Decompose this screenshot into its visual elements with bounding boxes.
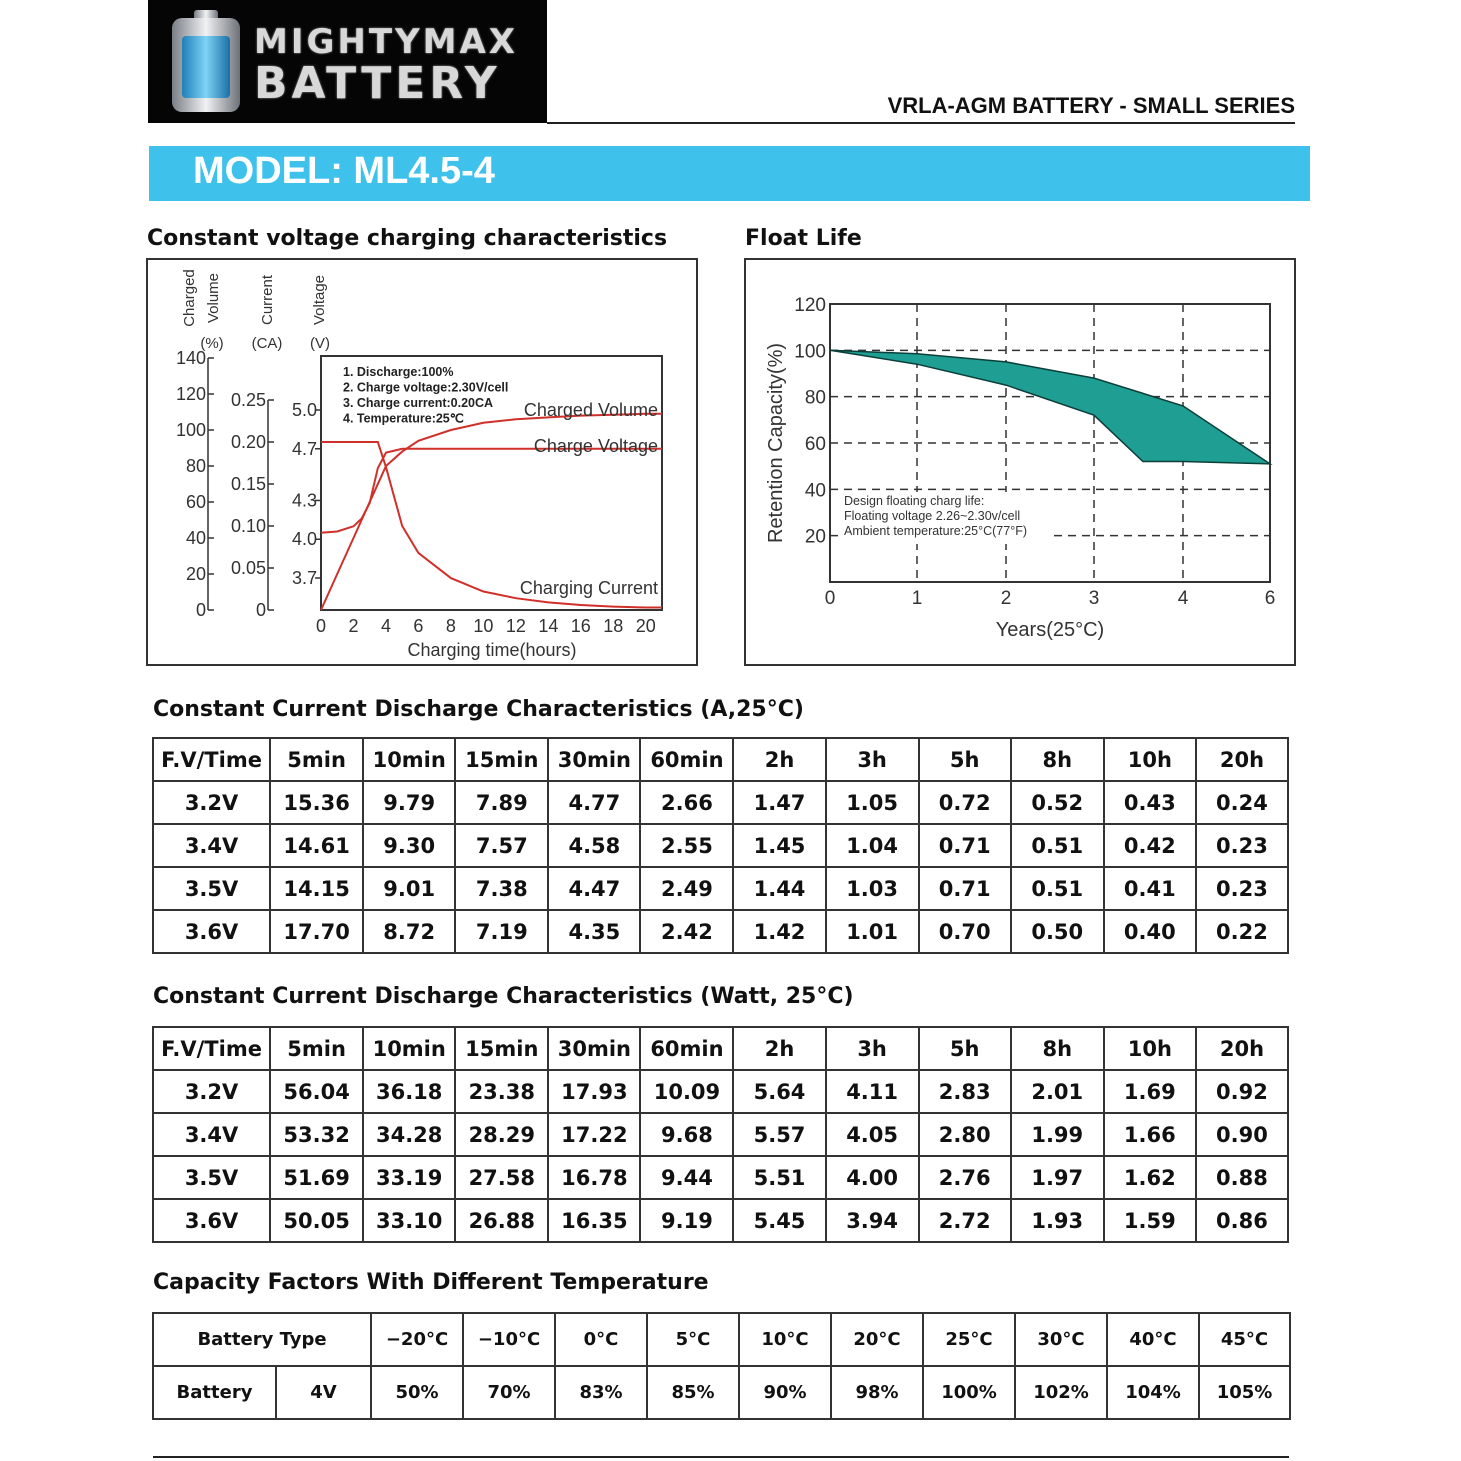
value-cell: 2.55	[640, 824, 733, 867]
battery-voltage-cell: 4V	[276, 1366, 371, 1419]
value-cell: 1.05	[826, 781, 919, 824]
capacity-factor-cell: 85%	[647, 1366, 739, 1419]
value-cell: 0.90	[1196, 1113, 1288, 1156]
header-cell: 10h	[1104, 1027, 1196, 1070]
value-cell: 0.24	[1196, 781, 1288, 824]
value-cell: 5.57	[733, 1113, 825, 1156]
value-cell: 0.88	[1196, 1156, 1288, 1199]
current-tick-label: 0	[255, 600, 266, 620]
value-cell: 27.58	[455, 1156, 548, 1199]
value-cell: 0.92	[1196, 1070, 1288, 1113]
value-cell: 16.35	[548, 1199, 640, 1242]
value-cell: 2.72	[919, 1199, 1011, 1242]
x-tick-label: 2	[348, 616, 359, 636]
current-tick-label: 0.25	[230, 390, 266, 410]
value-cell: 9.79	[363, 781, 455, 824]
volume-tick-label: 120	[175, 384, 206, 404]
value-cell: 50.05	[270, 1199, 363, 1242]
capacity-factor-cell: 98%	[831, 1366, 923, 1419]
axis-unit-ca: (CA)	[251, 335, 283, 352]
value-cell: 1.04	[826, 824, 919, 867]
value-cell: 0.42	[1104, 824, 1196, 867]
capacity-factor-cell: 100%	[923, 1366, 1015, 1419]
capacity-factor-cell: 105%	[1199, 1366, 1290, 1419]
capacity-header-row	[153, 1313, 1290, 1366]
float-note: Design floating charg life:	[844, 494, 985, 508]
current-tick-label: 0.20	[230, 432, 266, 452]
value-cell: 0.70	[919, 910, 1011, 953]
float-x-tick-label: 3	[1088, 588, 1100, 609]
capacity-factor-cell: 83%	[555, 1366, 647, 1419]
amp-table-title: Constant Current Discharge Characteristics (A,25°C)	[153, 697, 804, 722]
table-row	[153, 1156, 1288, 1199]
table-row	[153, 867, 1288, 910]
value-cell: 36.18	[363, 1070, 455, 1113]
header-cell: 5h	[919, 1027, 1011, 1070]
x-tick-label: 6	[413, 616, 424, 636]
axis-title-charged: Charged	[181, 269, 198, 327]
brand-line2: BATTERY	[254, 58, 501, 109]
value-cell: 7.57	[455, 824, 548, 867]
float-y-tick-label: 120	[794, 295, 826, 316]
float-x-tick-label: 6	[1264, 588, 1276, 609]
header-cell: 5h	[919, 738, 1011, 781]
x-tick-label: 0	[315, 616, 327, 636]
value-cell: 0.23	[1196, 867, 1288, 910]
value-cell: 2.49	[640, 867, 733, 910]
float-y-axis-label: Retention Capacity(%)	[765, 342, 787, 544]
x-tick-label: 10	[473, 616, 494, 636]
value-cell: 2.83	[919, 1070, 1011, 1113]
header-cell: 2h	[733, 1027, 825, 1070]
value-cell: 1.59	[1104, 1199, 1196, 1242]
value-cell: 1.42	[733, 910, 825, 953]
battery-icon	[168, 8, 244, 116]
axis-title-volume: Volume	[205, 272, 222, 324]
x-tick-label: 16	[570, 616, 591, 636]
row-voltage-cell: 3.4V	[153, 1113, 270, 1156]
value-cell: 9.44	[640, 1156, 733, 1199]
header-rule	[547, 122, 1295, 124]
value-cell: 2.80	[919, 1113, 1011, 1156]
float-note: Ambient temperature:25°C(77°F)	[844, 524, 1027, 538]
value-cell: 2.76	[919, 1156, 1011, 1199]
capacity-factor-cell: 102%	[1015, 1366, 1107, 1419]
temperature-cell: 45°C	[1199, 1313, 1290, 1366]
header-cell: 5min	[270, 1027, 363, 1070]
value-cell: 4.11	[826, 1070, 919, 1113]
float-x-tick-label: 2	[1000, 588, 1012, 609]
value-cell: 0.51	[1011, 824, 1104, 867]
table-header-row	[153, 1027, 1288, 1070]
temperature-cell: 0°C	[555, 1313, 647, 1366]
x-tick-label: 4	[380, 616, 391, 636]
header-cell: 3h	[826, 738, 919, 781]
value-cell: 16.78	[548, 1156, 640, 1199]
float-note: Floating voltage 2.26~2.30v/cell	[844, 509, 1021, 523]
value-cell: 1.01	[826, 910, 919, 953]
header-cell: 15min	[455, 1027, 548, 1070]
value-cell: 2.42	[640, 910, 733, 953]
row-voltage-cell: 3.5V	[153, 1156, 270, 1199]
float-life-chart	[744, 258, 1296, 666]
current-tick-label: 0.05	[230, 558, 266, 578]
table-row	[153, 910, 1288, 953]
table-row	[153, 1070, 1288, 1113]
volume-tick-label: 0	[195, 600, 206, 620]
axis-title-current: Current	[259, 274, 276, 326]
value-cell: 53.32	[270, 1113, 363, 1156]
value-cell: 1.99	[1011, 1113, 1104, 1156]
temperature-cell: 20°C	[831, 1313, 923, 1366]
series-title: VRLA-AGM BATTERY - SMALL SERIES	[887, 93, 1295, 118]
axis-unit-percent: (%)	[200, 335, 224, 352]
value-cell: 33.19	[363, 1156, 455, 1199]
volume-tick-label: 20	[185, 564, 206, 584]
value-cell: 0.71	[919, 867, 1011, 910]
value-cell: 8.72	[363, 910, 455, 953]
capacity-factor-cell: 50%	[371, 1366, 463, 1419]
float-x-tick-label: 0	[824, 588, 836, 609]
temperature-cell: −20°C	[371, 1313, 463, 1366]
value-cell: 5.64	[733, 1070, 825, 1113]
row-voltage-cell: 3.6V	[153, 910, 270, 953]
header-cell: 10min	[363, 738, 455, 781]
value-cell: 14.61	[270, 824, 363, 867]
watt-table-title: Constant Current Discharge Characteristics (Watt, 25°C)	[153, 984, 854, 1009]
value-cell: 0.51	[1011, 867, 1104, 910]
value-cell: 2.66	[640, 781, 733, 824]
x-tick-label: 8	[445, 616, 456, 636]
axis-unit-v: (V)	[310, 335, 330, 352]
volume-tick-label: 80	[185, 456, 206, 476]
value-cell: 15.36	[270, 781, 363, 824]
value-cell: 17.93	[548, 1070, 640, 1113]
volume-tick-label: 100	[175, 420, 206, 440]
value-cell: 10.09	[640, 1070, 733, 1113]
charged-volume-label: Charged Volume	[523, 400, 658, 420]
value-cell: 4.35	[548, 910, 640, 953]
table-row	[153, 1199, 1288, 1242]
header-cell: 15min	[455, 738, 548, 781]
row-voltage-cell: 3.4V	[153, 824, 270, 867]
x-tick-label: 14	[538, 616, 559, 636]
float-x-axis-label: Years(25°C)	[995, 619, 1105, 641]
value-cell: 26.88	[455, 1199, 548, 1242]
row-voltage-cell: 3.5V	[153, 867, 270, 910]
value-cell: 1.97	[1011, 1156, 1104, 1199]
header-cell: 10h	[1104, 738, 1196, 781]
table-row	[153, 824, 1288, 867]
temperature-cell: 30°C	[1015, 1313, 1107, 1366]
battery-type-header: Battery Type	[153, 1313, 371, 1366]
value-cell: 0.72	[919, 781, 1011, 824]
value-cell: 5.51	[733, 1156, 825, 1199]
header-cell: 3h	[826, 1027, 919, 1070]
volume-tick-label: 140	[175, 348, 206, 368]
temperature-cell: 10°C	[739, 1313, 831, 1366]
header-cell: 10min	[363, 1027, 455, 1070]
brand-line1: MIGHTYMAX	[254, 22, 519, 62]
header-cell: 30min	[548, 738, 640, 781]
current-tick-label: 0.10	[230, 516, 266, 536]
value-cell: 5.45	[733, 1199, 825, 1242]
float-y-tick-label: 60	[804, 434, 826, 455]
volume-tick-label: 60	[185, 492, 206, 512]
value-cell: 7.89	[455, 781, 548, 824]
charging-chart-plot	[148, 260, 696, 664]
value-cell: 1.62	[1104, 1156, 1196, 1199]
charging-current-label: Charging Current	[519, 578, 658, 598]
value-cell: 9.68	[640, 1113, 733, 1156]
float-y-tick-label: 40	[804, 480, 826, 502]
table-row	[153, 781, 1288, 824]
footer-rule	[153, 1456, 1289, 1458]
x-axis-label: Charging time(hours)	[407, 640, 577, 660]
brand-logo	[148, 0, 547, 123]
capacity-factor-cell: 104%	[1107, 1366, 1199, 1419]
row-voltage-cell: 3.2V	[153, 1070, 270, 1113]
charging-note: 4. Temperature:25℃	[343, 411, 464, 426]
volume-tick-label: 40	[185, 528, 206, 548]
value-cell: 4.47	[548, 867, 640, 910]
x-tick-label: 12	[505, 616, 526, 636]
float-life-band	[830, 350, 1270, 464]
voltage-tick-label: 3.7	[291, 568, 317, 588]
float-x-tick-label: 1	[911, 588, 923, 609]
value-cell: 1.93	[1011, 1199, 1104, 1242]
capacity-factor-row	[153, 1366, 1290, 1419]
value-cell: 34.28	[363, 1113, 455, 1156]
axis-title-voltage: Voltage	[311, 274, 328, 326]
current-tick-label: 0.15	[230, 474, 266, 494]
x-tick-label: 20	[635, 616, 656, 636]
table-row	[153, 1113, 1288, 1156]
battery-label-cell: Battery	[153, 1366, 276, 1419]
table-header-row	[153, 738, 1288, 781]
value-cell: 51.69	[270, 1156, 363, 1199]
float-y-tick-label: 100	[794, 341, 826, 363]
value-cell: 14.15	[270, 867, 363, 910]
value-cell: 56.04	[270, 1070, 363, 1113]
value-cell: 0.52	[1011, 781, 1104, 824]
temperature-cell: 40°C	[1107, 1313, 1199, 1366]
value-cell: 1.44	[733, 867, 825, 910]
voltage-tick-label: 4.0	[291, 529, 317, 550]
row-voltage-cell: 3.2V	[153, 781, 270, 824]
temperature-cell: 5°C	[647, 1313, 739, 1366]
header-cell: 5min	[270, 738, 363, 781]
value-cell: 4.58	[548, 824, 640, 867]
model-title: MODEL: ML4.5-4	[193, 150, 495, 192]
amp-discharge-table	[152, 737, 1289, 954]
charge-voltage-curve	[321, 449, 662, 533]
charging-note: 3. Charge current:0.20CA	[343, 396, 494, 410]
capacity-factor-cell: 90%	[739, 1366, 831, 1419]
float-life-title: Float Life	[745, 226, 862, 251]
value-cell: 9.19	[640, 1199, 733, 1242]
row-voltage-cell: 3.6V	[153, 1199, 270, 1242]
charging-note: 1. Discharge:100%	[343, 365, 454, 379]
value-cell: 0.40	[1104, 910, 1196, 953]
header-cell: F.V/Time	[153, 1027, 270, 1070]
value-cell: 0.23	[1196, 824, 1288, 867]
value-cell: 0.50	[1011, 910, 1104, 953]
value-cell: 0.22	[1196, 910, 1288, 953]
value-cell: 28.29	[455, 1113, 548, 1156]
x-tick-label: 18	[603, 616, 624, 636]
float-y-tick-label: 80	[804, 387, 826, 409]
value-cell: 9.30	[363, 824, 455, 867]
float-y-tick-label: 20	[804, 526, 826, 548]
value-cell: 4.05	[826, 1113, 919, 1156]
value-cell: 2.01	[1011, 1070, 1104, 1113]
value-cell: 0.43	[1104, 781, 1196, 824]
value-cell: 3.94	[826, 1199, 919, 1242]
watt-discharge-table	[152, 1026, 1289, 1243]
temperature-cell: 25°C	[923, 1313, 1015, 1366]
value-cell: 4.77	[548, 781, 640, 824]
header-cell: 8h	[1011, 738, 1104, 781]
header-cell: 8h	[1011, 1027, 1104, 1070]
header-cell: 60min	[640, 738, 733, 781]
value-cell: 1.47	[733, 781, 825, 824]
temperature-cell: −10°C	[463, 1313, 555, 1366]
value-cell: 1.66	[1104, 1113, 1196, 1156]
charging-chart	[146, 258, 698, 666]
charging-note: 2. Charge voltage:2.30V/cell	[343, 380, 509, 395]
value-cell: 7.19	[455, 910, 548, 953]
capacity-factor-table	[152, 1312, 1291, 1420]
value-cell: 0.71	[919, 824, 1011, 867]
value-cell: 17.70	[270, 910, 363, 953]
value-cell: 7.38	[455, 867, 548, 910]
value-cell: 1.03	[826, 867, 919, 910]
float-life-plot	[746, 260, 1294, 664]
value-cell: 1.69	[1104, 1070, 1196, 1113]
voltage-tick-label: 4.3	[291, 490, 317, 511]
value-cell: 0.86	[1196, 1199, 1288, 1242]
charge-voltage-label: Charge Voltage	[533, 436, 658, 456]
voltage-tick-label: 5.0	[291, 400, 317, 420]
header-cell: F.V/Time	[153, 738, 270, 781]
header-cell: 60min	[640, 1027, 733, 1070]
value-cell: 33.10	[363, 1199, 455, 1242]
header-cell: 30min	[548, 1027, 640, 1070]
value-cell: 23.38	[455, 1070, 548, 1113]
float-x-tick-label: 4	[1177, 588, 1189, 609]
capacity-table-title: Capacity Factors With Different Temperature	[153, 1270, 709, 1295]
value-cell: 4.00	[826, 1156, 919, 1199]
header-cell: 20h	[1196, 1027, 1288, 1070]
voltage-tick-label: 4.7	[291, 438, 317, 459]
value-cell: 9.01	[363, 867, 455, 910]
header-cell: 2h	[733, 738, 825, 781]
value-cell: 0.41	[1104, 867, 1196, 910]
capacity-factor-cell: 70%	[463, 1366, 555, 1419]
value-cell: 17.22	[548, 1113, 640, 1156]
header-cell: 20h	[1196, 738, 1288, 781]
value-cell: 1.45	[733, 824, 825, 867]
charging-chart-title: Constant voltage charging characteristics	[147, 226, 668, 251]
